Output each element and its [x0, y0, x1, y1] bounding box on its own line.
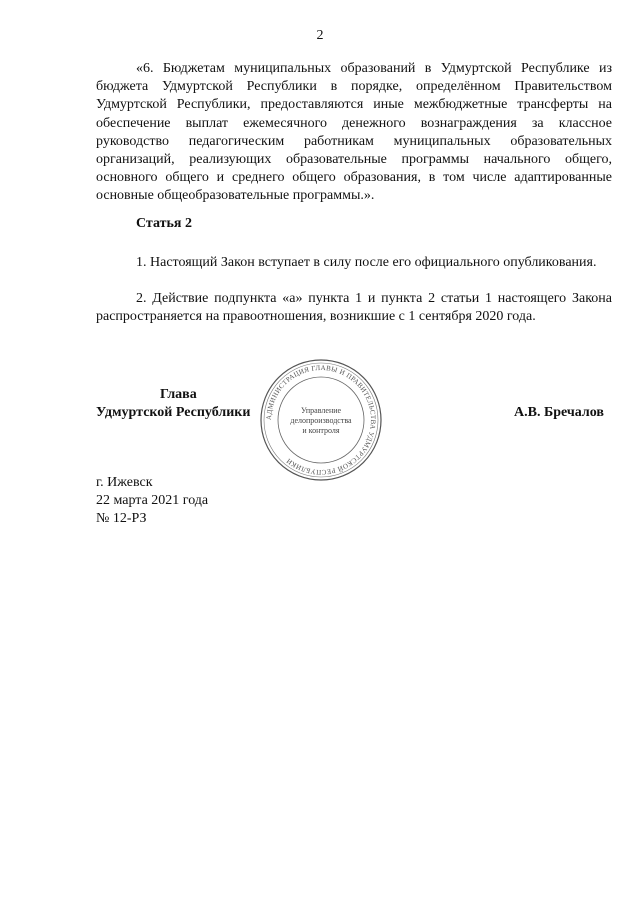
- signatory-title-line1: Глава: [160, 387, 197, 402]
- signatory-name: А.В. Бречалов: [514, 405, 604, 420]
- official-seal: [258, 357, 384, 483]
- signatory-title-line2: Удмуртской Республики: [96, 405, 251, 420]
- article-heading: Статья 2: [136, 216, 192, 231]
- date-of-signing: 22 марта 2021 года: [96, 493, 209, 508]
- seal-ring-text: АДМИНИСТРАЦИЯ ГЛАВЫ И ПРАВИТЕЛЬСТВА УДМУРТСКОЙ РЕСПУБЛИКИ: [264, 363, 378, 477]
- paragraph-clause-2: 2. Действие подпункта «а» пункта 1 и пункта 2 статьи 1 настоящего Закона распространяется на правоотношения, возникшие с 1 сентября 2020 года.: [96, 291, 612, 325]
- paragraph-clause-1: 1. Настоящий Закон вступает в силу после его официального опубликования.: [136, 255, 597, 270]
- document-footer: [96, 474, 208, 528]
- page-number: 2: [316, 28, 324, 43]
- seal-center-line1: Управление: [300, 406, 342, 415]
- seal-center-line2: делопроизводства: [290, 416, 352, 425]
- paragraph-item-6: «6. Бюджетам муниципальных образований в Удмуртской Республике из бюджета Удмуртской Республики в порядке, определённом Правительством Удмуртской Республики, предоставляются иные межбюджетные трансферты на обеспечение выплат ежемесячного денежного вознаграждения за классное руководство педагогическим работникам муниципальных образовательных организаций, реализующих образовательные программы начального общего, основного общего и среднего общего образования, в том числе адаптированные основные общеобразовательные программы.».: [96, 61, 612, 204]
- seal-center-line3: и контроля: [302, 426, 340, 435]
- place-of-signing: г. Ижевск: [96, 475, 153, 490]
- law-number: № 12-РЗ: [96, 511, 147, 526]
